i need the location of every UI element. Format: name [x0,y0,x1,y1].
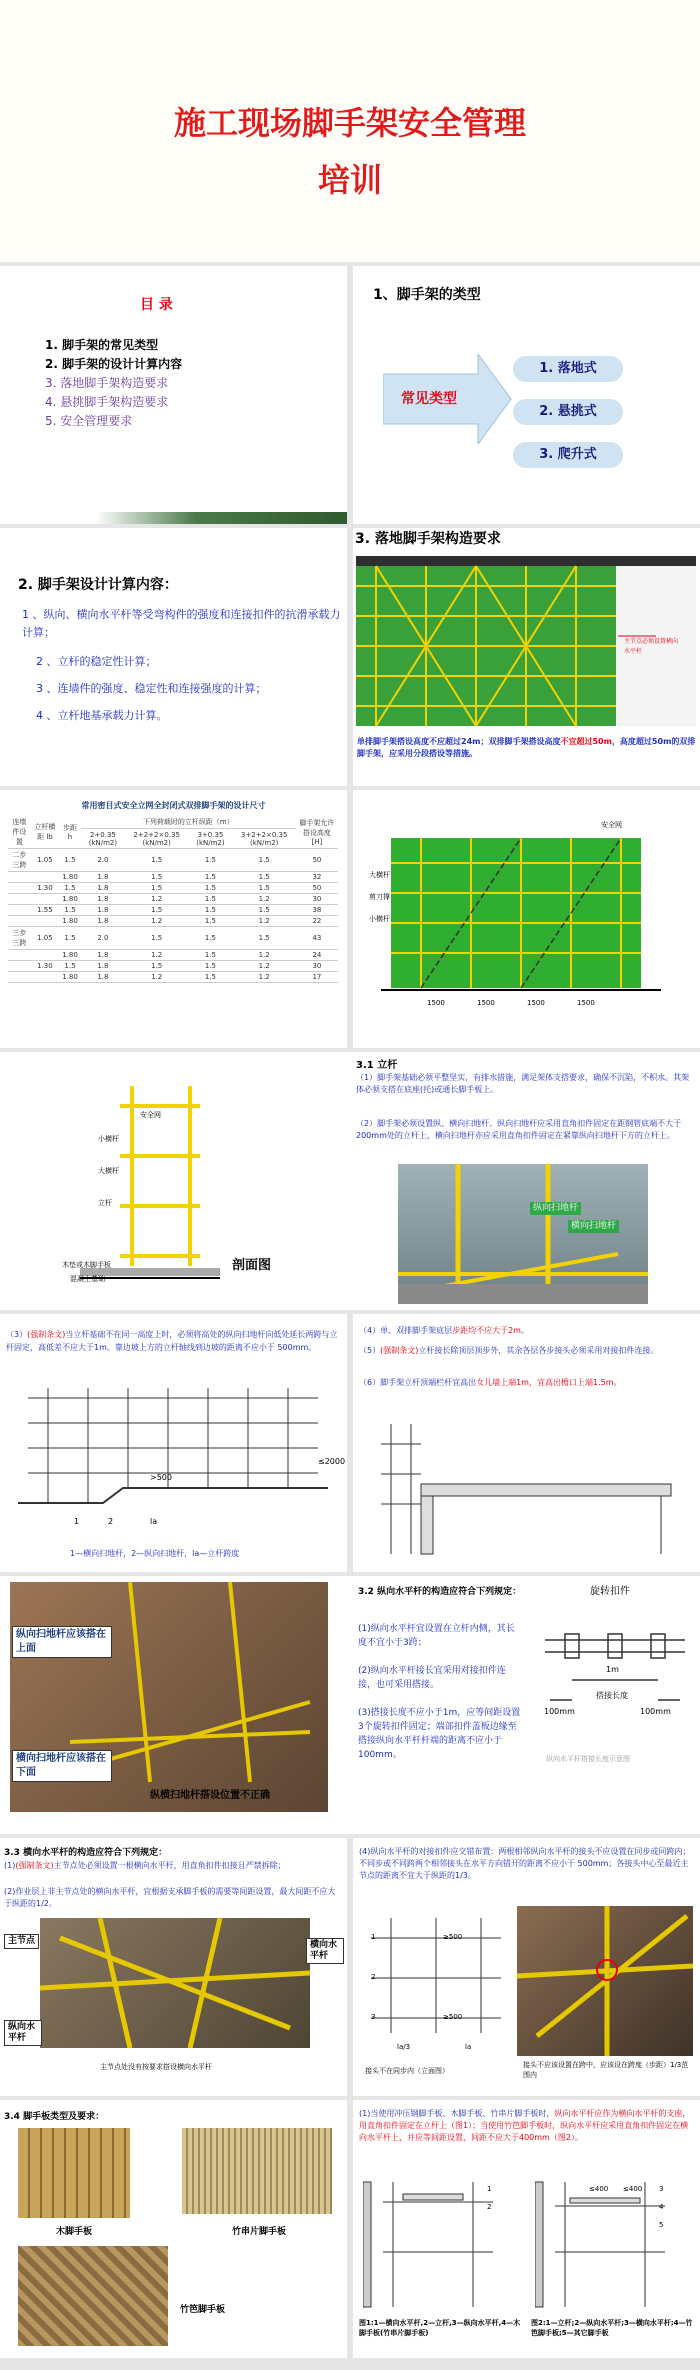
table-cell: 1.5 [233,883,296,894]
p32-fig-100a: 100mm [544,1707,575,1716]
p33b-cap1: 接头不在同步内（立面图） [365,2067,449,2075]
sec-label-pad: 木垫或木脚手板 [62,1261,111,1269]
tag-longitudinal: 纵向扫地杆 [530,1202,581,1215]
elevation-drawing [361,808,691,1028]
p32-fig-100b: 100mm [640,1707,671,1716]
p33-slide [0,1838,347,2096]
p31c-p5b: (强制条文) [380,1346,419,1355]
th-H: 脚手架允许搭设高度 [H] [296,816,338,849]
table-cell: 1.80 [59,894,81,905]
p34b-label-400a: ≤400 [589,2185,609,2193]
p34b-text-a: (1)当使用冲压钢脚手板、木脚手板、竹串片脚手板时， [359,2109,555,2118]
design-table [8,816,338,983]
p32-slide [0,1576,700,1834]
p34b-text-red: 纵向水平杆应作为横向水平杆的支座，用直角扣件固定在立杆上（图1）；当使用竹笆脚手板时，纵向水平杆应采用直角扣件固定在横向水平杆上，并应等间距设置，间距不应大于400mm（图2） [359,2109,691,2142]
table-cell: 22 [296,916,338,927]
elev-dim-1: 1500 [427,999,445,1007]
p33b-slide [353,1838,700,2096]
table-cell: 1.5 [59,927,81,950]
table-cell: 二步三跨 [8,849,31,872]
fig-label-500: >500 [150,1473,172,1482]
table-row [8,927,338,950]
p33b-cap2: 接头不应该设置在跨中，应该设在跨度（步距）1/3范围内 [523,2061,689,2079]
section-caption: 剖面图 [232,1258,272,1273]
table-cell: 1.5 [125,872,188,883]
elev-dim-4: 1500 [577,999,595,1007]
req3-heading: 3. 落地脚手架构造要求 [355,531,501,547]
p31c-slide [353,1314,700,1572]
table-cell: 1.55 [31,905,59,916]
title-slide [0,0,700,262]
p31c-p4 [359,1324,694,1337]
p33b-label-la: la [465,2043,472,2051]
table-cell: 1.5 [125,905,188,916]
p34-heading: 3.4 脚手板类型及要求： [4,2112,105,2122]
req3-note [357,736,697,760]
table-cell: 1.8 [81,972,125,983]
bamboo-string-caption: 竹串片脚手板 [232,2227,287,2237]
fig-label-2000: ≤2000 [318,1457,346,1466]
calc-item-4: 4 、立杆地基承载力计算。 [36,709,168,722]
p32-item-2: (2)纵向水平杆接长宜采用对接扣件连接，也可采用搭接。 [358,1666,506,1690]
p33b-text: (4)纵向水平杆的对接扣件应交错布置：两根相邻纵向水平杆的接头不应设置在同步或同跨内；不同步或不同跨两个相邻接头在水平方向错开的距离不应小于 500mm；各接头中心至最近主节点的距离不宜大于纵距的1/3。 [359,1847,691,1880]
table-cell: 1.5 [188,894,232,905]
table-cell: 1.5 [59,905,81,916]
elev-label-brace: 剪刀撑 [369,893,390,901]
p31c-p5c: 立杆接长除顶层顶步外，其余各层各步接头必须采用对接扣件连接。 [418,1346,659,1355]
sweep-tag-2: 横向扫地杆应该搭在下面 [12,1750,112,1782]
table-row [8,950,338,961]
table-cell: 1.2 [125,972,188,983]
p31c-p4c: 。 [520,1326,529,1335]
p31b-drawing [8,1378,338,1518]
type-box-3: 3. 爬升式 [513,442,623,468]
th-load-4: 3+2+2×0.35 (kN/m2) [233,829,296,849]
table-cell: 38 [296,905,338,916]
p33-caption: 主节点处没有按要求搭设横向水平杆 [100,2063,212,2071]
p32-fig-1m: 1m [606,1665,619,1674]
p34b-label-3: 3 [659,2185,664,2193]
table-cell [31,872,59,883]
p33-p1 [4,1860,342,1872]
elev-label-big: 大横杆 [369,871,390,879]
req3-note-a: 单排脚手架搭设高度不应超过24m；双排脚手架搭设高度 [357,737,561,746]
table-cell: 1.5 [59,883,81,894]
table-cell: 24 [296,950,338,961]
table-cell: 32 [296,872,338,883]
p31c-p6a: （6）脚手架立杆顶端栏杆宜高出 [359,1378,477,1387]
req3-note-b: ，高度超过50m的双排脚手架，应采用分段搭设等措施。 [357,737,696,758]
table-cell: 30 [296,894,338,905]
table-cell [31,916,59,927]
p33-photo-drawing [40,1918,310,2048]
p33-tag-trans: 横向水平杆 [306,1938,344,1964]
table-row [8,883,338,894]
p34b-slide [353,2100,700,2358]
table-cell: 1.5 [59,961,81,972]
table-cell: 1.30 [31,883,59,894]
table-cell: 1.05 [31,927,59,950]
p33-photo [40,1918,310,2048]
table-cell [8,894,31,905]
p31-photo [398,1164,648,1304]
th-h: 步距 h [59,816,81,849]
table-cell: 1.5 [233,849,296,872]
p33b-label-1: 1 [371,1933,376,1941]
table-cell: 1.80 [59,872,81,883]
table-cell: 1.5 [188,950,232,961]
p34b-text-b: 。 [574,2133,583,2142]
legend-line-1: 主节点必须设置横向 [624,638,679,645]
calc-item-2: 2 、立杆的稳定性计算； [36,655,157,668]
table-cell: 50 [296,883,338,894]
p31c-p6b: 女儿墙上端1m，宜高出檐口上端1.5m [476,1378,614,1387]
table-cell: 1.2 [233,961,296,972]
p31-heading: 3.1 立杆 [356,1060,398,1071]
bamboo-mat-caption: 竹笆脚手板 [180,2305,226,2315]
type-box-2: 2. 悬挑式 [513,399,623,425]
p34b-cap1: 图1:1—横向水平杆,2—立杆,3—纵向水平杆,4—木脚手板(竹串片脚手板) [359,2319,521,2337]
p32-fig-title: 旋转扣件 [590,1586,630,1597]
table-cell: 1.2 [233,950,296,961]
req3-slide [353,528,700,786]
p34b-label-1: 1 [487,2185,492,2193]
table-cell [8,883,31,894]
p33-p1a: (1) [4,1861,16,1870]
p32-fig-len: 搭接长度 [596,1691,628,1700]
table-cell: 1.8 [81,905,125,916]
p33b-label-500b: ≥500 [443,2013,463,2021]
table-cell [31,950,59,961]
toc-slide [0,266,347,524]
table-cell: 1.5 [125,927,188,950]
sec-label-pole: 立杆 [98,1199,112,1207]
p32-fig-caption: 纵向水平杆搭接长度示意图 [546,1755,630,1763]
calc-slide [0,528,347,786]
p34b-label-4: 4 [659,2203,664,2211]
table-cell: 2.0 [81,849,125,872]
table-cell: 1.5 [59,849,81,872]
table-cell: 1.8 [81,883,125,894]
table-row [8,916,338,927]
p33b-label-la3: la/3 [397,2043,411,2051]
toc-item-1: 1. 脚手架的常见类型 [45,338,159,352]
table-cell: 1.2 [233,916,296,927]
parapet-drawing [361,1414,691,1564]
p33b-photo-drawing [517,1906,693,2056]
table-cell: 1.8 [81,872,125,883]
title-line-1: 施工现场脚手架安全管理 [173,104,526,142]
table-cell [8,972,31,983]
p33b-drawing [361,1908,511,2038]
bamboo-string-photo [182,2128,332,2214]
elev-label-small: 小横杆 [369,915,390,923]
p33-tag-long: 纵向水平杆 [4,2020,42,2046]
toc-item-3: 3. 落地脚手架构造要求 [45,376,169,390]
p32-item-3: (3)搭接长度不应小于1m，应等间距设置3个旋转扣件固定；端部扣件盖板边缘至搭接纵向水平杆杆端的距离不应小于100mm。 [358,1708,521,1760]
calc-item-3: 3 、连墙件的强度、稳定性和连接强度的计算； [36,682,267,695]
wood-board-photo [18,2128,130,2218]
th-load-3: 3+0.35 (kN/m2) [188,829,232,849]
sweep-caption: 纵横扫地杆搭设位置不正确 [150,1790,270,1801]
elevation-slide [353,790,700,1048]
table-cell: 1.5 [188,972,232,983]
table-row [8,972,338,983]
p33b-photo [517,1906,693,2056]
table-cell: 2.0 [81,927,125,950]
sec-label-base: 混凝土基础 [70,1275,105,1283]
calc-heading: 2. 脚手架设计计算内容： [18,577,178,593]
sec-label-small: 小横杆 [98,1135,119,1143]
p31b-slide [0,1314,347,1572]
bamboo-mat-photo [18,2246,168,2346]
table-cell: 1.5 [188,872,232,883]
p31-photo-drawing [398,1164,648,1304]
toc-heading: 目 录 [140,297,173,313]
table-cell: 1.2 [233,972,296,983]
p33-p1b: (强制条文) [15,1861,54,1870]
p33-tag-node: 主节点 [4,1934,39,1949]
table-cell: 1.5 [233,872,296,883]
p34b-text [359,2108,695,2144]
p34b-label-400b: ≤400 [623,2185,643,2193]
table-cell: 1.2 [233,894,296,905]
elev-dim-3: 1500 [527,999,545,1007]
req3-note-red: 不宜超过50m [560,737,612,746]
arrow-label: 常见类型 [401,391,457,407]
toc-item-5: 5. 安全管理要求 [45,414,133,428]
p31b-text [6,1328,341,1354]
table-body [8,849,338,983]
th-lb: 立杆横距 lb [31,816,59,849]
p31c-p4b: 步距均不应大于2m [452,1326,521,1335]
sweep-tag-1: 纵向扫地杆应该搭在上面 [12,1626,112,1658]
types-slide [353,266,700,524]
p31b-caption: 1—横向扫地杆，2—纵向扫地杆，la—立杆跨度 [70,1549,240,1558]
elev-label-net: 安全网 [601,821,622,829]
table-cell: 1.80 [59,950,81,961]
toc-footer-bar [95,512,347,524]
fig-label-2: 2 [108,1517,114,1526]
table-cell: 1.5 [188,916,232,927]
sweep-photo [10,1582,328,1812]
table-row [8,872,338,883]
p33-p2: (2)作业层上非主节点处的横向水平杆，宜根据支承脚手板的需要等间距设置，最大间距不应大于纵距的1/2。 [4,1887,336,1908]
section-slide [0,1052,700,1310]
table-cell [8,961,31,972]
p34b-label-5: 5 [659,2221,664,2229]
fig-label-la: la [150,1517,158,1526]
p33-heading: 3.3 横向水平杆的构造应符合下列规定： [4,1848,168,1858]
table-row [8,849,338,872]
table-cell: 1.05 [31,849,59,872]
p31c-p6 [359,1376,694,1389]
table-cell [8,916,31,927]
table-cell: 1.5 [125,961,188,972]
legend-line-2: 水平杆 [624,648,643,655]
table-cell [31,894,59,905]
types-heading: 1、脚手架的类型 [373,287,481,303]
p33b-label-500a: ≥500 [443,1933,463,1941]
th-load-2: 2+2+2×0.35 (kN/m2) [125,829,188,849]
title-line-2: 培训 [317,161,382,199]
table-slide [0,790,347,1048]
p31-p1: （1）脚手架基础必须平整坚实，有排水措施，满足架体支搭要求，确保不沉陷，不积水。其架体必须支搭在底座(托)或通长脚手板上。 [356,1073,690,1094]
th-wall: 连墙件设置 [8,816,31,849]
table-cell: 1.8 [81,894,125,905]
table-cell: 1.2 [125,950,188,961]
toc-item-2: 2. 脚手架的设计计算内容 [45,357,183,371]
table-cell: 1.5 [188,883,232,894]
table-cell: 1.5 [125,883,188,894]
p31-p2: （2）脚手架必须设置纵、横向扫地杆。纵向扫地杆应采用直角扣件固定在距钢管底端不大于200mm处的立杆上，横向扫地杆亦应采用直角扣件固定在紧靠纵向扫地杆下方的立杆上。 [356,1119,682,1140]
toc-item-4: 4. 悬挑脚手架构造要求 [45,395,169,409]
p33-p1c: 主节点处必须设置一根横向水平杆，用直角扣件扣接且严禁拆除； [53,1861,286,1870]
p33b-label-2: 2 [371,1973,376,1981]
table-cell: 1.8 [81,916,125,927]
table-row [8,961,338,972]
fig-label-1: 1 [74,1517,80,1526]
p31c-p5 [359,1344,694,1357]
table-cell: 1.5 [125,849,188,872]
table-cell: 1.5 [188,927,232,950]
p34b-cap2: 图2:1—立杆;2—纵向水平杆;3—横向水平杆;4—竹笆脚手板;5—其它脚手板 [531,2319,693,2337]
table-cell: 1.5 [188,905,232,916]
table-cell: 1.5 [233,927,296,950]
table-cell: 50 [296,849,338,872]
th-la: 下列荷载时的立杆纵距（m） [81,816,296,829]
table-cell: 1.30 [31,961,59,972]
p34-slide [0,2100,347,2358]
p34b-label-2: 2 [487,2203,492,2211]
table-cell: 17 [296,972,338,983]
p31b-p3b: (强制条文) [27,1330,66,1339]
p31b-p3a: （3） [6,1330,28,1339]
table-row [8,905,338,916]
tag-transverse: 横向扫地杆 [568,1220,619,1233]
th-load-1: 2+0.35 (kN/m2) [81,829,125,849]
table-cell: 43 [296,927,338,950]
type-box-1: 1. 落地式 [513,356,623,382]
table-cell: 1.8 [81,950,125,961]
table-cell: 1.5 [233,905,296,916]
table-cell: 30 [296,961,338,972]
sec-label-net: 安全网 [140,1111,161,1119]
table-row [8,894,338,905]
table-title: 常用密目式安全立网全封闭式双排脚手架的设计尺寸 [81,801,266,810]
wood-board-caption: 木脚手板 [56,2227,93,2237]
elev-dim-2: 1500 [477,999,495,1007]
calc-item-1: 1 、纵向、横向水平杆等受弯构件的强度和连接扣件的抗滑承载力计算； [22,608,341,639]
table-cell: 1.5 [188,849,232,872]
table-cell [8,950,31,961]
table-cell: 1.80 [59,972,81,983]
p32-heading: 3.2 纵向水平杆的构造应符合下列规定： [358,1587,522,1597]
table-cell: 1.8 [81,961,125,972]
p31c-p4a: （4）单、双排脚手架底层 [359,1326,453,1335]
p31c-p5a: （5） [359,1346,381,1355]
table-cell [31,972,59,983]
sec-label-big: 大横杆 [98,1167,119,1175]
table-cell: 1.5 [188,961,232,972]
table-cell: 三步三跨 [8,927,31,950]
table-cell: 1.2 [125,916,188,927]
p33b-label-3: 3 [371,2013,376,2021]
table-cell [8,872,31,883]
table-cell: 1.2 [125,894,188,905]
p31b-p3c: 当立杆基础不在同一高度上时，必须将高处的纵向扫地杆向低处延长两跨与立杆固定，高低差不应大于1m。靠边坡上方的立杆轴线到边坡的距离不应小于 500mm。 [6,1330,338,1352]
p32-item-1: (1)纵向水平杆宜设置在立杆内侧，其长度不宜小于3跨； [358,1624,515,1648]
table-cell [8,905,31,916]
table-cell: 1.80 [59,916,81,927]
scaffold-photo [356,556,696,726]
p31c-p6c: 。 [613,1378,622,1387]
